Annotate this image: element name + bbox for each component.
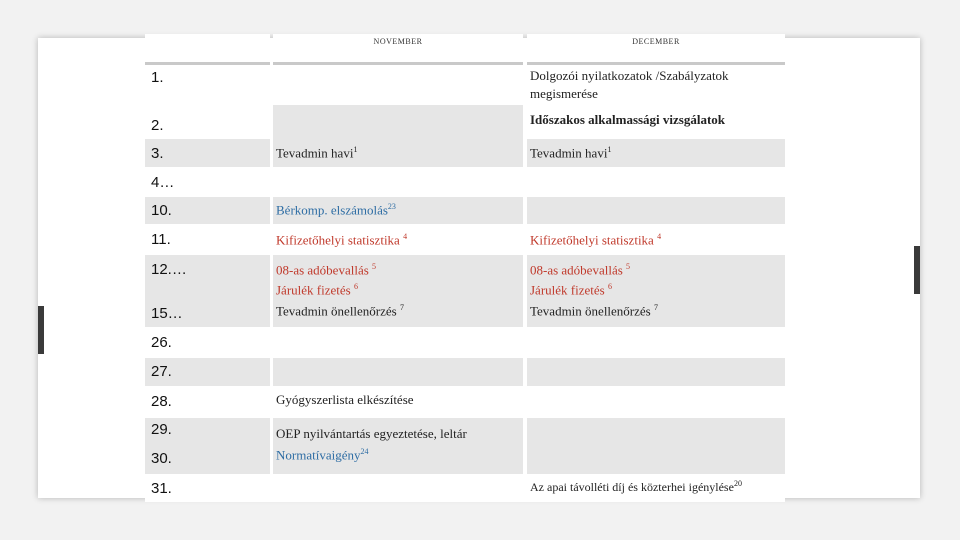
dec-adobevallas: 08-as adóbevallás $^5$ <box>530 262 631 278</box>
day-number: 31. <box>151 480 172 497</box>
day-number: 2. <box>151 117 164 134</box>
day-number: 15… <box>151 305 183 322</box>
nov-jarulek: Járulék fizetés $^6$ <box>276 282 358 298</box>
nov-normativ: Normatívaigény$^{24}$ <box>276 447 369 463</box>
table-row <box>145 476 785 502</box>
nov-onellenorzes: Tevadmin önellenőrzés $^7$ <box>276 303 404 319</box>
day-number: 29. <box>151 421 172 438</box>
day-number: 26. <box>151 334 172 351</box>
table-row <box>145 388 785 416</box>
idoszakos-text: Időszakos alkalmassági vizsgálatok <box>530 112 726 127</box>
header-december: DECEMBER <box>527 34 785 65</box>
right-edge-strip <box>914 246 920 294</box>
table-row <box>145 226 785 253</box>
table-row <box>145 139 785 167</box>
day-number: 28. <box>151 393 172 410</box>
day-number: 3. <box>151 145 164 162</box>
dolgozoi-text-1: Dolgozói nyilatkozatok /Szabályzatok <box>530 68 729 83</box>
nov-oep: OEP nyilvántartás egyeztetése, leltár <box>276 426 467 441</box>
header-day <box>145 34 270 65</box>
dec-tevadmin: Tevadmin havi$^1$ <box>530 145 612 161</box>
header-november: NOVEMBER <box>273 34 523 65</box>
nov-adobevallas: 08-as adóbevallás $^5$ <box>276 262 377 278</box>
schedule-table <box>145 34 785 502</box>
table-row <box>145 197 785 224</box>
day-number: 11. <box>151 231 171 248</box>
dec-kifizeto: Kifizetőhelyi statisztika $^4$ <box>530 232 662 248</box>
nov-tevadmin: Tevadmin havi$^1$ <box>276 145 358 161</box>
day-number: 30. <box>151 450 172 467</box>
day-number: 1. <box>151 69 164 86</box>
nov-berkomp: Bérkomp. elszámolás$^{23}$ <box>276 202 396 218</box>
day-number: 4… <box>151 174 175 191</box>
table-row <box>145 358 785 386</box>
day-number: 10. <box>151 202 172 219</box>
dec-onellenorzes: Tevadmin önellenőrzés $^7$ <box>530 303 658 319</box>
table-row <box>145 169 785 195</box>
table-row <box>145 329 785 356</box>
left-edge-strip <box>38 306 44 354</box>
nov-gyogyszer: Gyógyszerlista elkészítése <box>276 392 414 407</box>
dec-apai: Az apai távolléti díj és közterhei igénylése$^{20}$ <box>530 479 742 494</box>
day-number: 27. <box>151 363 172 380</box>
day-number: 12.… <box>151 261 187 278</box>
nov-kifizeto: Kifizetőhelyi statisztika $^4$ <box>276 232 408 248</box>
dolgozoi-text-2: megismerése <box>530 86 598 101</box>
dec-jarulek: Járulék fizetés $^6$ <box>530 282 612 298</box>
table-row <box>145 418 785 474</box>
